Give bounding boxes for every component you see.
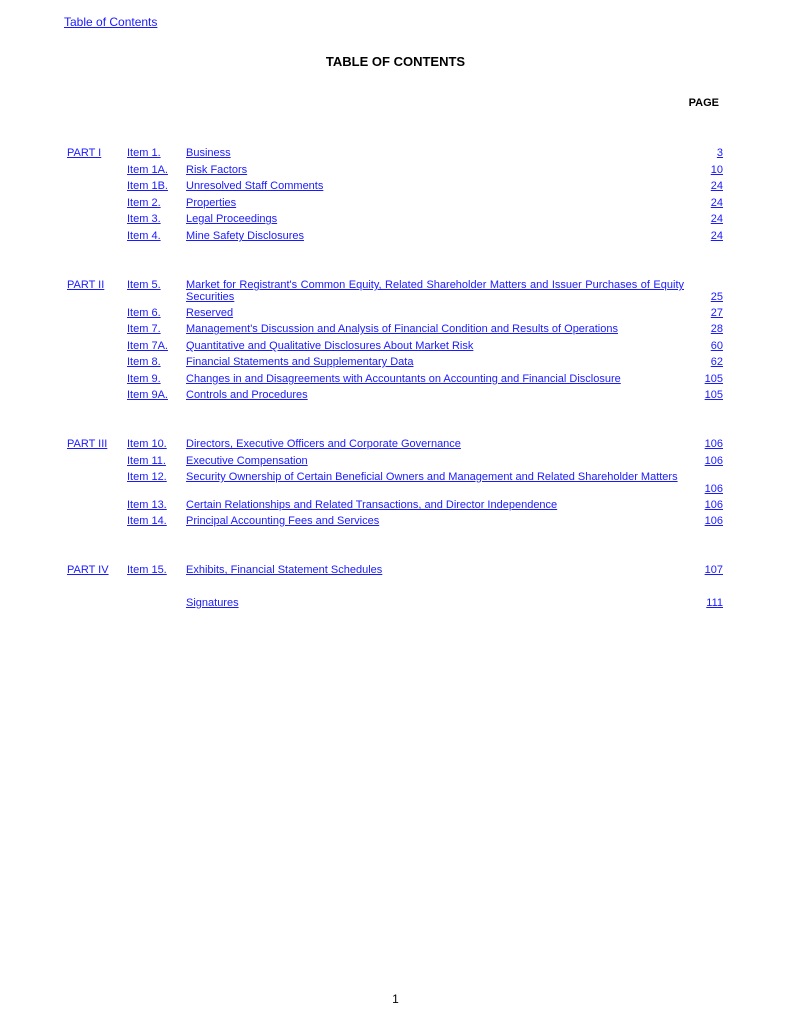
item-title-link[interactable]: Risk Factors xyxy=(186,164,248,176)
item-title-link[interactable]: Properties xyxy=(186,197,237,209)
toc-row xyxy=(0,438,791,452)
item-link[interactable]: Item 3. xyxy=(127,213,161,225)
item-title-link[interactable]: Legal Proceedings xyxy=(186,213,278,225)
toc-row xyxy=(0,356,791,370)
item-title-link[interactable]: Business xyxy=(186,147,231,159)
item-link[interactable]: Item 8. xyxy=(127,356,161,368)
part-link[interactable]: PART IV xyxy=(67,564,109,576)
page-number-link[interactable]: 106 xyxy=(704,455,723,467)
item-link[interactable]: Item 13. xyxy=(127,499,167,511)
item-title-link[interactable]: Exhibits, Financial Statement Schedules xyxy=(186,564,383,576)
page-number-link[interactable]: 25 xyxy=(710,291,723,303)
page-number-link[interactable]: 60 xyxy=(710,340,723,352)
item-link[interactable]: Item 9A. xyxy=(127,389,168,401)
toc-row xyxy=(0,515,791,529)
toc-row xyxy=(0,323,791,337)
page-number-link[interactable]: 3 xyxy=(716,147,723,159)
page-number-link[interactable]: 62 xyxy=(710,356,723,368)
part-link[interactable]: PART II xyxy=(67,279,105,291)
item-link[interactable]: Item 12. xyxy=(127,471,167,483)
toc-row xyxy=(0,147,791,161)
item-link[interactable]: Item 7. xyxy=(127,323,161,335)
item-link[interactable]: Item 6. xyxy=(127,307,161,319)
toc-row xyxy=(0,230,791,244)
part-link[interactable]: PART III xyxy=(67,438,108,450)
item-link[interactable]: Item 15. xyxy=(127,564,167,576)
table-of-contents-link[interactable]: Table of Contents xyxy=(64,15,158,29)
toc-row xyxy=(0,279,791,303)
toc-row xyxy=(0,471,791,495)
item-title-link[interactable]: Principal Accounting Fees and Services xyxy=(186,515,380,527)
item-title-link[interactable]: Changes in and Disagreements with Accountants on Accounting and Financial Disclosure xyxy=(186,373,621,385)
item-title-link[interactable]: Market for Registrant's Common Equity, Related Shareholder Matters and Issuer Purchases of Equity Securities xyxy=(186,279,684,303)
page-number-link[interactable]: 24 xyxy=(710,213,723,225)
toc-row xyxy=(0,597,791,611)
toc-row xyxy=(0,340,791,354)
item-link[interactable]: Item 1B. xyxy=(127,180,168,192)
item-link[interactable]: Item 5. xyxy=(127,279,161,291)
item-title-link[interactable]: Controls and Procedures xyxy=(186,389,308,401)
page-number-link[interactable]: 107 xyxy=(704,564,723,576)
page-number-link[interactable]: 28 xyxy=(710,323,723,335)
item-title-link[interactable]: Quantitative and Qualitative Disclosures About Market Risk xyxy=(186,340,474,352)
item-link[interactable]: Item 9. xyxy=(127,373,161,385)
page-number-link[interactable]: 111 xyxy=(706,597,723,609)
item-title-link[interactable]: Mine Safety Disclosures xyxy=(186,230,304,242)
page-number-link[interactable]: 27 xyxy=(710,307,723,319)
item-title-link[interactable]: Management's Discussion and Analysis of Financial Condition and Results of Operations xyxy=(186,323,618,335)
toc-row xyxy=(0,564,791,578)
toc-row xyxy=(0,180,791,194)
toc-row xyxy=(0,307,791,321)
item-title-link[interactable]: Financial Statements and Supplementary Data xyxy=(186,356,414,368)
page-number: 1 xyxy=(392,992,399,1006)
item-link[interactable]: Item 14. xyxy=(127,515,167,527)
page-title: TABLE OF CONTENTS xyxy=(325,54,466,69)
item-link[interactable]: Item 7A. xyxy=(127,340,168,352)
page-number-link[interactable]: 105 xyxy=(704,373,723,385)
item-link[interactable]: Item 2. xyxy=(127,197,161,209)
signatures-link[interactable]: Signatures xyxy=(186,597,239,609)
toc-row xyxy=(0,213,791,227)
item-title-link[interactable]: Executive Compensation xyxy=(186,455,308,467)
item-link[interactable]: Item 1A. xyxy=(127,164,168,176)
page-number-link[interactable]: 10 xyxy=(710,164,723,176)
item-title-link[interactable]: Security Ownership of Certain Beneficial Owners and Management and Related Shareholder Matters xyxy=(186,471,678,483)
page-number-link[interactable]: 105 xyxy=(704,389,723,401)
page-number-link[interactable]: 24 xyxy=(710,230,723,242)
toc-row xyxy=(0,389,791,403)
page-number-link[interactable]: 24 xyxy=(710,197,723,209)
page-number-link[interactable]: 106 xyxy=(704,483,723,495)
toc-row xyxy=(0,373,791,387)
page-number-link[interactable]: 106 xyxy=(704,515,723,527)
page-number-link[interactable]: 106 xyxy=(704,499,723,511)
page-number-link[interactable]: 24 xyxy=(710,180,723,192)
page-number-link[interactable]: 106 xyxy=(704,438,723,450)
item-link[interactable]: Item 1. xyxy=(127,147,161,159)
item-title-link[interactable]: Directors, Executive Officers and Corporate Governance xyxy=(186,438,461,450)
toc-row xyxy=(0,455,791,469)
item-title-link[interactable]: Certain Relationships and Related Transactions, and Director Independence xyxy=(186,499,558,511)
item-link[interactable]: Item 4. xyxy=(127,230,161,242)
item-title-link[interactable]: Reserved xyxy=(186,307,234,319)
toc-row xyxy=(0,499,791,513)
toc-row xyxy=(0,164,791,178)
page-column-header: PAGE xyxy=(688,97,719,109)
item-link[interactable]: Item 11. xyxy=(127,455,166,467)
part-link[interactable]: PART I xyxy=(67,147,102,159)
toc-row xyxy=(0,197,791,211)
item-link[interactable]: Item 10. xyxy=(127,438,167,450)
item-title-link[interactable]: Unresolved Staff Comments xyxy=(186,180,324,192)
